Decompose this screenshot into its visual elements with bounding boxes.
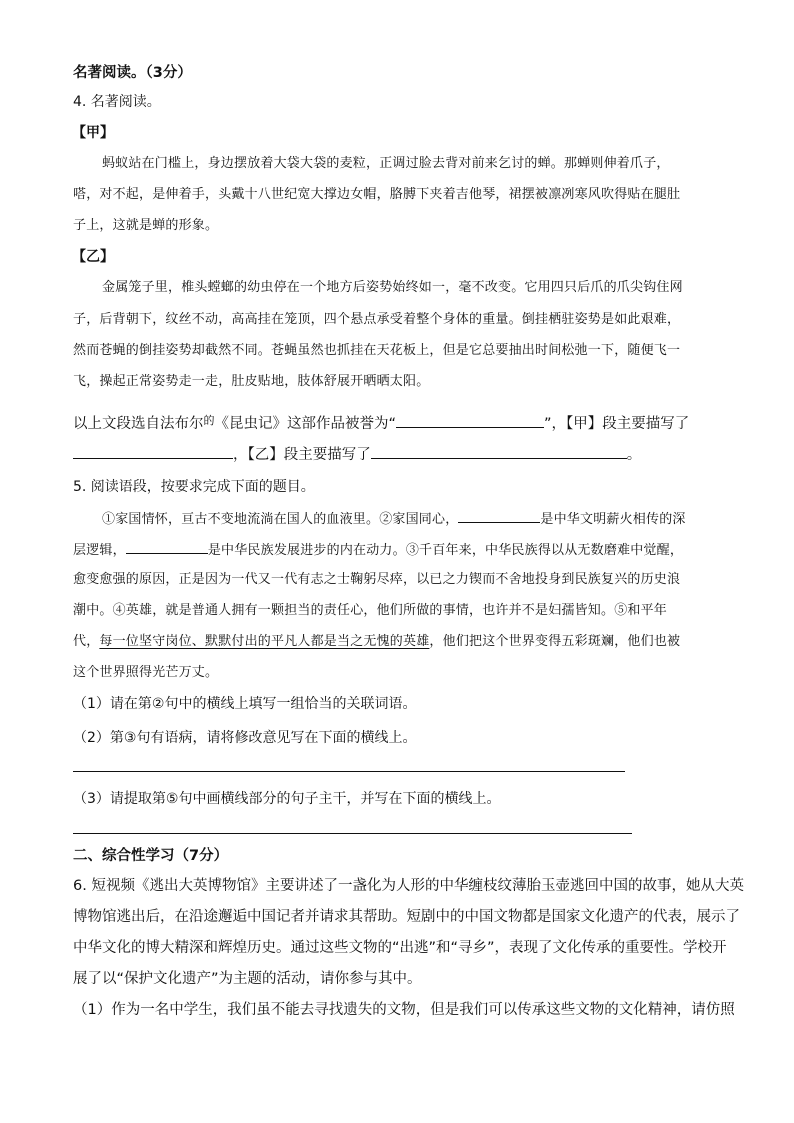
passage-text: 是中华文明薪火相传的深 <box>540 512 686 527</box>
answer-blank[interactable] <box>396 413 544 428</box>
passage-jia-label: 【甲】 <box>72 125 114 141</box>
question-4-prompt-cont <box>73 444 641 465</box>
section-title: 名著阅读。（3分） <box>73 65 192 81</box>
prompt-text: 以上文段选自法布尔 <box>73 416 204 432</box>
answer-blank[interactable] <box>371 444 627 459</box>
answer-blank[interactable] <box>126 539 208 554</box>
passage-yi-label: 【乙】 <box>72 249 114 265</box>
q5-passage-line <box>102 508 686 530</box>
answer-line[interactable] <box>73 771 625 772</box>
q6-subquestion-1: （1）作为一名中学生，我们虽不能去寻找遗失的文物，但是我们可以传承这些文物的文化精神，请仿照 <box>73 1002 735 1018</box>
passage-yi-line: 飞，操起正常姿势走一走，肚皮贴地，肢体舒展开晒晒太阳。 <box>73 374 430 389</box>
prompt-text-small: 的 <box>203 414 215 427</box>
q5-subquestion-2: （2）第③句有语病，请将修改意见写在下面的横线上。 <box>73 730 417 746</box>
passage-text: ，他们把这个世界变得五彩斑斓，他们也被 <box>429 634 681 649</box>
q5-passage-line <box>73 632 680 652</box>
passage-text: 层逻辑， <box>73 543 126 558</box>
question-4-prompt <box>73 411 689 434</box>
q5-passage-line: 愈变愈强的原因，正是因为一代又一代有志之士鞠躬尽瘁，以已之力锲而不舍地投身到民族复兴的历史浪 <box>73 572 681 587</box>
passage-yi-line: 金属笼子里，椎头螳螂的幼虫停在一个地方后姿势始终如一，毫不改变。它用四只后爪的爪尖钩住网 <box>102 280 683 295</box>
prompt-text: 。 <box>626 447 642 463</box>
passage-jia-line: 子上，这就是蝉的形象。 <box>73 218 219 233</box>
q5-subquestion-3: （3）请提取第⑤句中画横线部分的句子主干，并写在下面的横线上。 <box>73 791 501 807</box>
prompt-text: ”，【甲】段主要描写了 <box>544 416 690 432</box>
q6-line: 博物馆逃出后，在沿途邂逅中国记者并请求其帮助。短剧中的中国文物都是国家文化遗产的代表，展示了 <box>73 909 740 925</box>
passage-yi-line: 子，后背朝下，纹丝不动，高高挂在笼顶，四个悬点承受着整个身体的重量。倒挂栖驻姿势是如此艰难， <box>73 312 681 327</box>
q6-line: 6. 短视频《逃出大英博物馆》主要讲述了一盏化为人形的中华缠枝纹薄胎玉壶逃回中国的故事，她从大英 <box>73 878 744 894</box>
q6-line: 展了以“保护文化遗产”为主题的活动，请你参与其中。 <box>73 971 422 987</box>
q6-line: 中华文化的博大精深和辉煌历史。通过这些文物的“出逃”和“寻乡”，表现了文化传承的重要性。学校开 <box>73 940 727 956</box>
answer-blank[interactable] <box>73 444 233 459</box>
answer-line[interactable] <box>73 833 632 834</box>
passage-yi-line: 然而苍蝇的倒挂姿势却截然不同。苍蝇虽然也抓挂在天花板上，但是它总要抽出时间松弛一下，随便飞一 <box>73 343 681 358</box>
answer-blank[interactable] <box>458 508 540 523</box>
passage-text: 是中华民族发展进步的内在动力。③千百年来，中华民族得以从无数磨难中觉醒， <box>207 543 684 558</box>
underlined-sentence: 每一位坚守岗位、默默付出的平凡人都是当之无愧的英雄 <box>99 634 430 649</box>
question-4-stem: 4. 名著阅读。 <box>73 94 161 110</box>
passage-text: ①家国情怀，亘古不变地流淌在国人的血液里。②家国同心， <box>102 512 459 527</box>
q5-subquestion-1: （1）请在第②句中的横线上填写一组恰当的关联词语。 <box>73 696 417 712</box>
passage-text: 代， <box>73 634 100 649</box>
q5-passage-line: 这个世界照得光芒万丈。 <box>73 665 219 680</box>
question-5-stem: 5. 阅读语段，按要求完成下面的题目。 <box>73 479 315 495</box>
prompt-text: ，【乙】段主要描写了 <box>233 447 371 463</box>
passage-jia-line: 蚂蚁站在门槛上，身边摆放着大袋大袋的麦粒，正调过脸去背对前来乞讨的蝉。那蝉则伸着爪子， <box>102 156 670 171</box>
passage-jia-line: 嗒，对不起，是伸着手，头戴十八世纪宽大撑边女帽，胳膊下夹着吉他琴，裙摆被凛冽寒风吹得贴在腿肚 <box>73 187 681 202</box>
q5-passage-line: 潮中。④英雄，就是普通人拥有一颗担当的责任心，他们所做的事情，也许并不是妇孺皆知。⑤和平年 <box>73 603 668 618</box>
section-title: 二、综合性学习（7分） <box>73 848 229 864</box>
prompt-text: 《昆虫记》这部作品被誉为“ <box>214 416 397 432</box>
q5-passage-line <box>73 539 683 561</box>
